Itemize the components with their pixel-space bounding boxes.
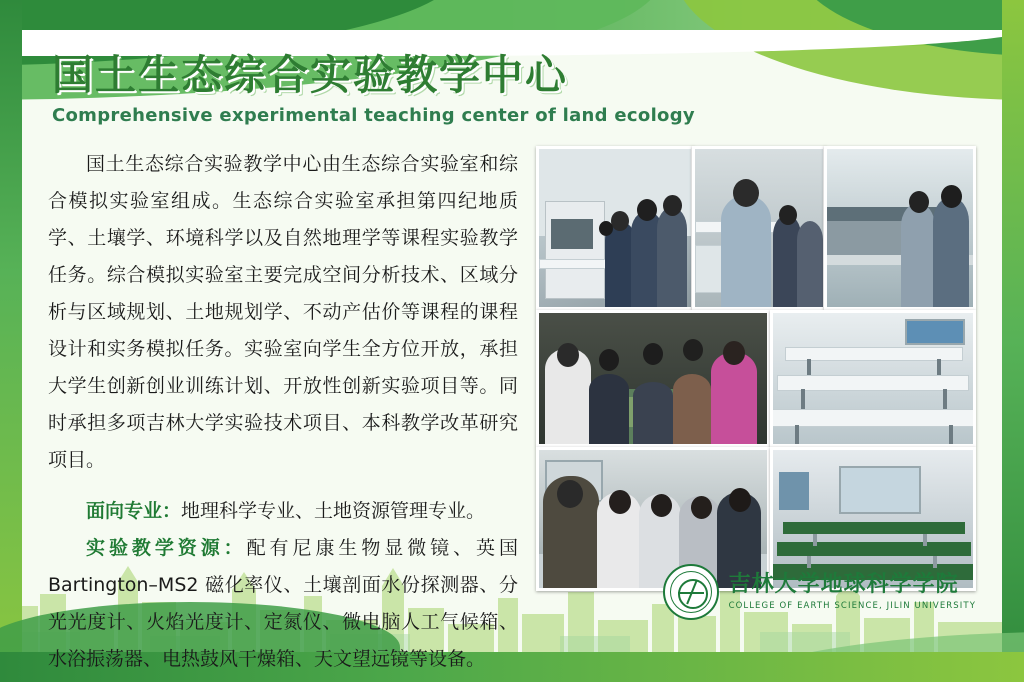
photo-teacher-explaining-content bbox=[695, 149, 823, 307]
header bbox=[52, 52, 812, 126]
institution-name-chinese: 吉林大学地球科学学院 bbox=[728, 572, 959, 598]
left-border-band bbox=[0, 0, 22, 682]
photo-lab-instrument bbox=[536, 146, 694, 310]
globe-seal-icon bbox=[663, 564, 719, 620]
field-resources-value: 配有尼康生物显微镜、英国Bartington–MS2 磁化率仪、土壤剖面水份探测器、分光光度计、火焰光度计、定氮仪、微电脑人工气候箱、水浴振荡器、电热鼓风干燥箱、天文望远镜等设备。 bbox=[48, 537, 518, 670]
field-majors bbox=[48, 493, 518, 530]
photo-lab-equipment-room bbox=[824, 146, 976, 310]
photo-map-analysis-group bbox=[536, 310, 770, 447]
photo-teacher-explaining bbox=[692, 146, 826, 310]
photo-empty-lab-benches bbox=[770, 310, 976, 447]
field-majors-label: 面向专业： bbox=[86, 500, 182, 522]
photo-map-analysis-group-content bbox=[539, 313, 767, 444]
page-title-chinese: 国土生态综合实验教学中心 bbox=[52, 51, 568, 99]
photo-lab-equipment-room-content bbox=[827, 149, 973, 307]
photo-empty-lab-benches-content bbox=[773, 313, 973, 444]
institution-name-english: COLLEGE OF EARTH SCIENCE, JILIN UNIVERSITY bbox=[728, 600, 976, 611]
right-border-band bbox=[1002, 0, 1024, 682]
field-resources bbox=[48, 530, 518, 678]
field-majors-value: 地理科学专业、土地资源管理专业。 bbox=[181, 500, 486, 522]
institution-logo bbox=[663, 564, 976, 620]
institution-name-block bbox=[729, 573, 976, 610]
field-resources-label: 实验教学资源： bbox=[86, 537, 247, 559]
page-title-english: Comprehensive experimental teaching center of land ecology bbox=[52, 105, 695, 127]
intro-paragraph: 国土生态综合实验教学中心由生态综合实验室和综合模拟实验室组成。生态综合实验室承担第四纪地质学、土壤学、环境科学以及自然地理学等课程实验教学任务。综合模拟实验室主要完成空间分析技术、区域分析与区域规划、土地规划学、不动产估价等课程的课程设计和实务模拟任务。实验室向学生全方位开放，承担大学生创新创业训练计划、开放性创新实验项目等。同时承担多项吉林大学实验技术项目、本科教学改革研究项目。 bbox=[48, 153, 518, 471]
photo-lab-instrument-content bbox=[539, 149, 691, 307]
body-text-column bbox=[48, 146, 518, 678]
